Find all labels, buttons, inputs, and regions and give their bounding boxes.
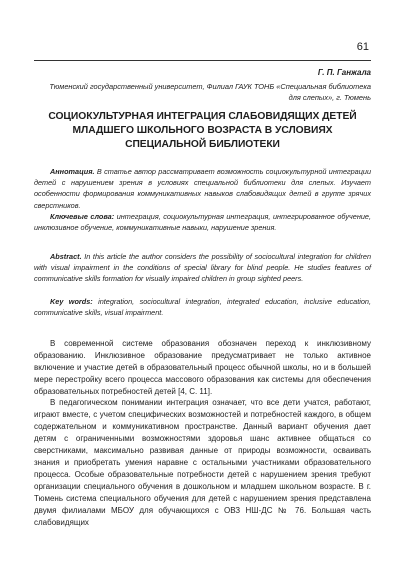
abstract-en	[34, 251, 371, 285]
body-paragraph-2: В педагогическом понимании интеграция означает, что все дети учатся, работают, играют вместе, с учетом специфических возможностей и потребностей каждого, в общем содержательном и коммуникативном пространстве. Данный вариант обучения дает детям с ограниченными возможностями здоровья шанс активнее общаться со сверстниками, максимально развивая данные от природы возможности, осваивать знания и приобретать умения наравне с остальными участниками образовательного процесса. Особые образовательные потребности детей с нарушением зрения требуют организации специального обучения в дошкольном и младшем школьном возрасте. В г. Тюмень система специального обучения для детей с нарушением зрения представлена двумя филиалами МБОУ для обучающихся с ОВЗ НШ-ДС № 76. Большая часть слабовидящих	[34, 398, 371, 527]
body-paragraph-1: В современной системе образования обозначен переход к инклюзивному образованию. Инклюзивное образование предусматривает не только активное включение и участие детей в образовательный процесс обычной школы, но и в большей мере перестройку всего процесса массового образования как системы для обеспечения образовательных потребностей детей [4, С. 11].	[34, 339, 371, 396]
abstract-en-label: Abstract.	[50, 252, 82, 261]
abstract-ru-label: Аннотация.	[50, 167, 95, 176]
author-affiliation: Тюменский государственный университет, Филиал ГАУК ТОНБ «Специальная библиотека для слепых», г. Тюмень	[49, 82, 371, 102]
abstract-ru-text: В статье автор рассматривает возможность социокультурной интеграции детей с нарушением зрения в условиях специальной библиотеки для слепых. Изучает особенности формирования коммуникативных навыков слабовидящих детей в группе зрячих сверстников.	[34, 167, 372, 210]
abstract-ru	[34, 166, 371, 211]
keywords-ru-label: Ключевые слова:	[50, 212, 115, 221]
header-rule	[34, 60, 371, 61]
abstract-en-text: In this article the author considers the possibility of sociocultural integration for children with visual impairment in the conditions of special library for blind people. He studies features of communicative skills formation for visually impaired children in group sighted peers.	[34, 252, 372, 284]
article-title: СОЦИОКУЛЬТУРНАЯ ИНТЕГРАЦИЯ СЛАБОВИДЯЩИХ ДЕТЕЙ МЛАДШЕГО ШКОЛЬНОГО ВОЗРАСТА В УСЛОВИЯХ СПЕЦИАЛЬНОЙ БИБЛИОТЕКИ	[48, 111, 357, 150]
keywords-en-text: integration, sociocultural integration, integrated education, inclusive education, communicative skills, visual impairment.	[34, 297, 371, 318]
keywords-ru-text: интеграция, социокультурная интеграция, интегрированное обучение, инклюзивное обучение, коммуникативные навыки, нарушение зрения.	[34, 212, 372, 233]
keywords-en	[34, 296, 371, 318]
author-name: Г. П. Ганжала	[317, 68, 371, 77]
keywords-en-label: Key words:	[50, 297, 93, 306]
page-number: 61	[356, 41, 369, 53]
keywords-ru	[34, 211, 371, 233]
